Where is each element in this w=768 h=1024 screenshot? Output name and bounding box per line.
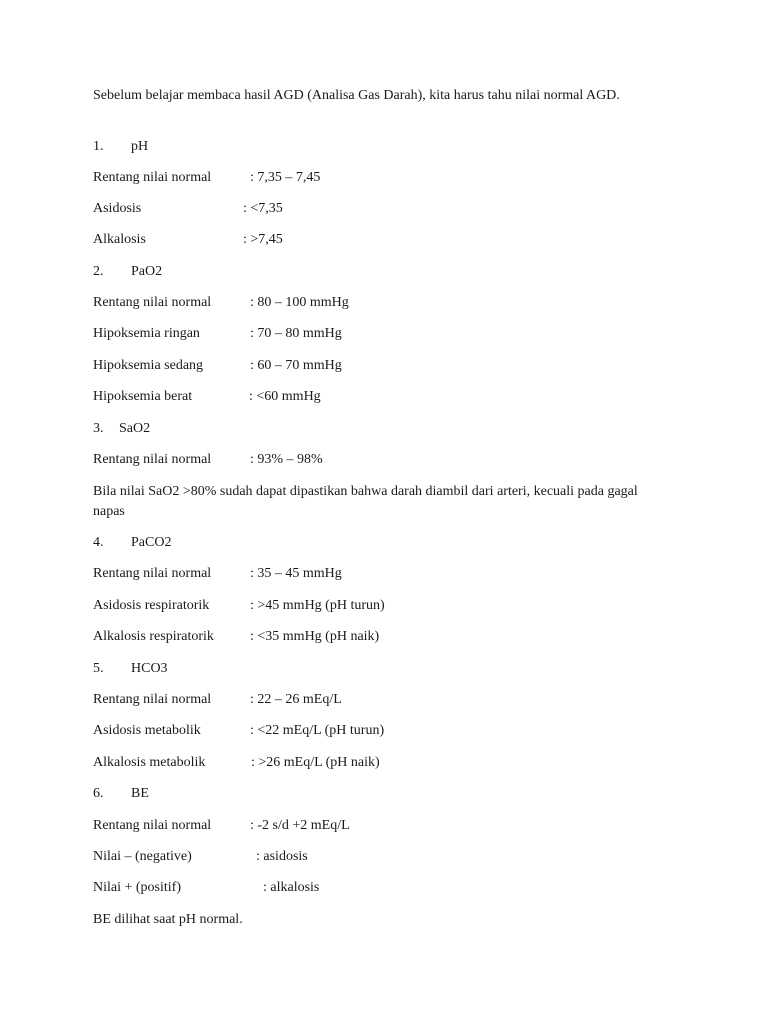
section-number: 2.: [93, 264, 104, 279]
row-value: : 7,35 – 7,45: [250, 170, 321, 185]
row-value: : 60 – 70 mmHg: [250, 358, 342, 373]
row-value: : 93% – 98%: [250, 452, 323, 467]
row-value: : 35 – 45 mmHg: [250, 566, 342, 581]
row-label: Rentang nilai normal: [93, 818, 212, 833]
section-number: 5.: [93, 661, 104, 676]
row-label: Hipoksemia sedang: [93, 358, 204, 373]
row-value: : >26 mEq/L (pH naik): [251, 755, 380, 770]
row-value: : <35 mmHg (pH naik): [250, 629, 380, 644]
row-label: Rentang nilai normal: [93, 566, 212, 581]
section-number: 1.: [93, 139, 104, 154]
section-title: SaO2: [119, 421, 151, 436]
row-value: : -2 s/d +2 mEq/L: [250, 818, 350, 833]
row-label: Hipoksemia berat: [93, 389, 193, 404]
row-label: Alkalosis metabolik: [93, 755, 206, 770]
section-number: 6.: [93, 786, 104, 801]
section-number: 4.: [93, 535, 104, 550]
section-note: Bila nilai SaO2 >80% sudah dapat dipastikan bahwa darah diambil dari arteri, kecuali pada gagal napas: [93, 484, 638, 519]
row-label: Rentang nilai normal: [93, 170, 212, 185]
row-label: Rentang nilai normal: [93, 692, 212, 707]
row-value: : >45 mmHg (pH turun): [250, 598, 385, 613]
section-number: 3.: [93, 421, 104, 436]
section-title: HCO3: [131, 661, 168, 676]
row-label: Asidosis: [93, 201, 142, 216]
intro-paragraph: Sebelum belajar membaca hasil AGD (Analisa Gas Darah), kita harus tahu nilai normal AGD.: [93, 88, 620, 103]
row-label: Asidosis respiratorik: [93, 598, 210, 613]
row-value: : <7,35: [243, 201, 283, 216]
row-value: : asidosis: [256, 849, 308, 864]
row-value: : >7,45: [243, 232, 283, 247]
section-title: PaCO2: [131, 535, 172, 550]
row-label: Nilai – (negative): [93, 849, 192, 864]
row-label: Alkalosis: [93, 232, 146, 247]
row-value: : <22 mEq/L (pH turun): [250, 723, 385, 738]
row-label: Rentang nilai normal: [93, 295, 212, 310]
section-title: PaO2: [131, 264, 163, 279]
row-value: : 22 – 26 mEq/L: [250, 692, 342, 707]
row-label: Nilai + (positif): [93, 880, 181, 895]
row-value: : <60 mmHg: [249, 389, 321, 404]
row-label: Rentang nilai normal: [93, 452, 212, 467]
section-title: pH: [131, 139, 149, 154]
row-value: : 80 – 100 mmHg: [250, 295, 349, 310]
footer-note: BE dilihat saat pH normal.: [93, 912, 243, 927]
row-label: Asidosis metabolik: [93, 723, 201, 738]
row-value: : 70 – 80 mmHg: [250, 326, 342, 341]
row-label: Hipoksemia ringan: [93, 326, 200, 341]
row-label: Alkalosis respiratorik: [93, 629, 214, 644]
row-value: : alkalosis: [263, 880, 320, 895]
section-title: BE: [131, 786, 149, 801]
